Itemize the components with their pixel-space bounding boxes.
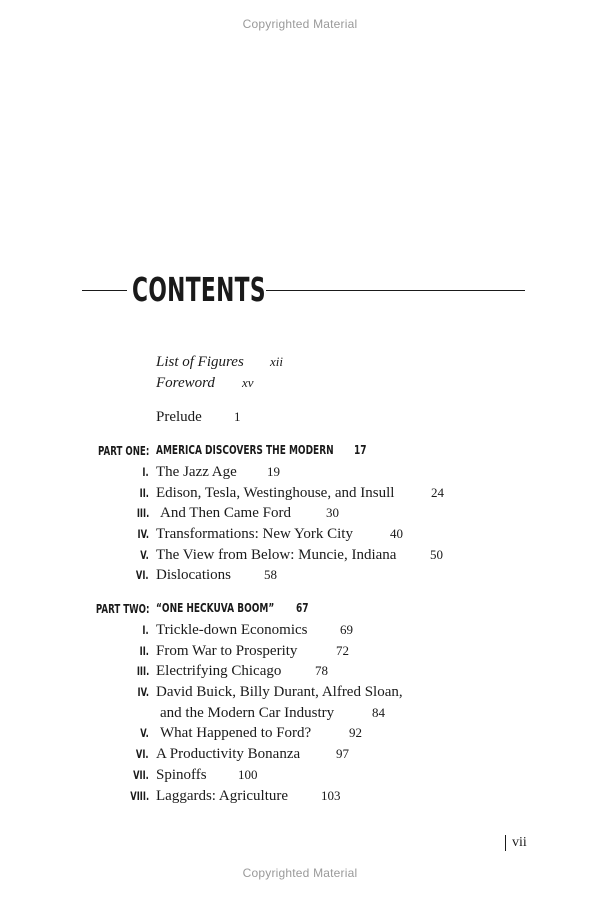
toc-entry-page: 50 <box>430 547 443 562</box>
toc-chapter-entry[interactable] <box>160 504 339 522</box>
toc-entry-title: List of Figures <box>156 354 244 370</box>
page-number: vii <box>512 835 527 850</box>
toc-entry-title: And Then Came Ford <box>160 505 291 521</box>
toc-entry-title: Edison, Tesla, Westinghouse, and Insull <box>156 485 395 501</box>
chapter-number: III. <box>136 506 149 520</box>
toc-chapter-entry[interactable] <box>156 787 341 805</box>
toc-chapter-entry[interactable] <box>160 724 362 742</box>
toc-chapter-entry[interactable] <box>156 642 349 660</box>
chapter-number: VI. <box>136 747 149 761</box>
toc-chapter-entry[interactable] <box>156 566 277 584</box>
toc-entry-page: 58 <box>264 567 277 582</box>
chapter-number: II. <box>139 644 149 658</box>
toc-entry-page: 72 <box>336 643 349 658</box>
chapter-number: VII. <box>133 768 149 782</box>
part-two-title[interactable]: “ONE HECKUVA BOOM” <box>156 600 275 615</box>
chapter-number: IV. <box>137 527 149 541</box>
chapter-number: VIII. <box>130 789 149 803</box>
toc-entry-page: 19 <box>267 464 280 479</box>
toc-entry-title: Transformations: New York City <box>156 526 353 542</box>
folio-rule <box>505 835 506 851</box>
chapter-number: III. <box>136 664 149 678</box>
toc-entry-title: Foreword <box>156 375 215 391</box>
toc-entry-prelude[interactable] <box>156 408 241 426</box>
part-one-title[interactable]: AMERICA DISCOVERS THE MODERN <box>156 442 334 457</box>
toc-chapter-entry[interactable] <box>156 546 443 564</box>
toc-chapter-entry[interactable] <box>156 484 444 502</box>
chapter-number: VI. <box>136 568 149 582</box>
toc-entry-page: 1 <box>234 409 241 424</box>
toc-entry-page: 100 <box>238 767 258 782</box>
toc-chapter-entry[interactable] <box>156 525 403 543</box>
toc-entry-title: Electrifying Chicago <box>156 663 282 679</box>
toc-entry-list-of-figures[interactable] <box>156 353 283 371</box>
chapter-number: V. <box>140 726 149 740</box>
chapter-number: II. <box>139 486 149 500</box>
toc-entry-page: xv <box>242 375 254 390</box>
heading-rule-left <box>82 290 127 291</box>
toc-entry-title: What Happened to Ford? <box>160 725 312 741</box>
toc-chapter-entry[interactable] <box>156 766 258 784</box>
toc-entry-title: Dislocations <box>156 567 231 583</box>
copyright-watermark-bottom: Copyrighted Material <box>242 866 358 880</box>
toc-entry-title: From War to Prosperity <box>156 643 298 659</box>
part-one-page: 17 <box>354 442 367 457</box>
toc-entry-title: The View from Below: Muncie, Indiana <box>156 547 397 563</box>
part-two-page: 67 <box>296 600 309 615</box>
part-two-label: PART TWO: <box>95 602 149 616</box>
toc-entry-title: A Productivity Bonanza <box>156 746 301 762</box>
toc-entry-title: Spinoffs <box>156 767 207 783</box>
chapter-number: V. <box>140 548 149 562</box>
toc-entry-title: The Jazz Age <box>156 464 237 480</box>
toc-entry-page: xii <box>270 354 283 369</box>
toc-entry-title: Trickle-down Economics <box>156 622 308 638</box>
toc-chapter-entry[interactable] <box>156 662 328 680</box>
toc-chapter-entry[interactable] <box>156 683 403 701</box>
toc-entry-title: Prelude <box>156 409 202 425</box>
toc-entry-title: David Buick, Billy Durant, Alfred Sloan, <box>156 684 403 700</box>
toc-entry-page: 92 <box>349 725 362 740</box>
part-one-label: PART ONE: <box>97 444 149 458</box>
toc-entry-title: Laggards: Agriculture <box>156 788 289 804</box>
toc-entry-page: 69 <box>340 622 353 637</box>
toc-entry-page: 78 <box>315 663 328 678</box>
chapter-number: I. <box>142 465 149 479</box>
contents-heading <box>82 270 525 314</box>
chapter-number: IV. <box>137 685 149 699</box>
toc-entry-page: 84 <box>372 705 385 720</box>
toc-entry-foreword[interactable] <box>156 374 254 392</box>
toc-entry-page: 103 <box>321 788 341 803</box>
contents-title: CONTENTS <box>132 270 266 309</box>
heading-rule-right <box>266 290 525 291</box>
toc-chapter-entry[interactable] <box>156 745 349 763</box>
chapter-number: I. <box>142 623 149 637</box>
toc-chapter-entry[interactable] <box>156 463 280 481</box>
copyright-watermark-top: Copyrighted Material <box>242 17 358 31</box>
toc-chapter-entry-continuation[interactable] <box>160 704 385 722</box>
toc-entry-page: 24 <box>431 485 444 500</box>
toc-entry-title: and the Modern Car Industry <box>160 705 335 721</box>
toc-chapter-entry[interactable] <box>156 621 353 639</box>
toc-entry-page: 40 <box>390 526 403 541</box>
toc-entry-page: 30 <box>326 505 339 520</box>
toc-entry-page: 97 <box>336 746 349 761</box>
